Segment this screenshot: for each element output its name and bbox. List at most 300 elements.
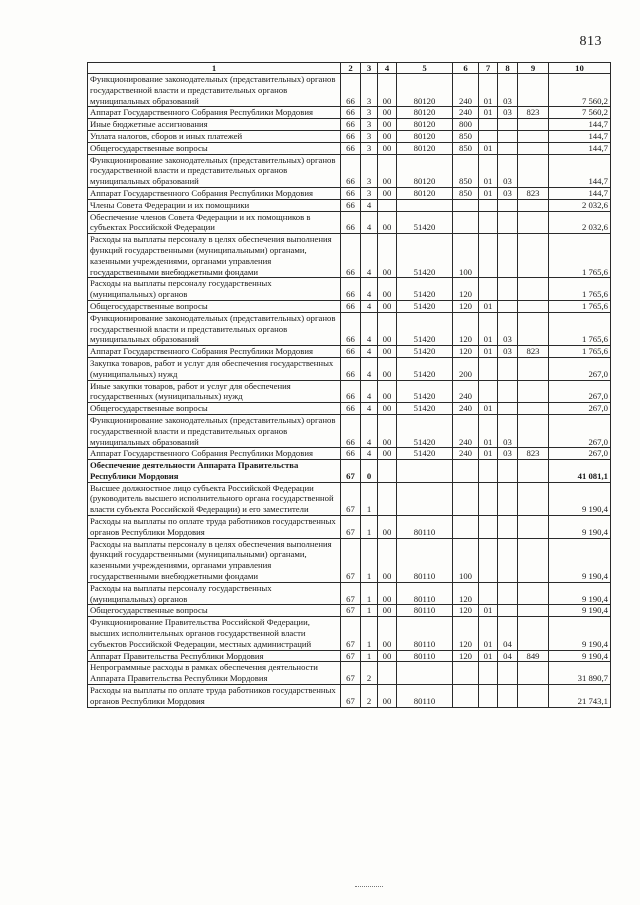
table-header [88,63,611,74]
table-row [88,107,611,119]
code-col-3-cell: 1 [361,605,378,617]
item-name-cell: Закупка товаров, работ и услуг для обеспечения государственных (муниципальных) нужд [88,357,341,380]
code-col-4-cell [378,662,397,685]
table-row [88,448,611,460]
code-col-3-cell: 4 [361,346,378,358]
code-col-6-cell: 120 [453,650,479,662]
code-col-7-cell: 01 [479,605,498,617]
code-col-5-cell: 51420 [397,346,453,358]
table-row [88,119,611,131]
table-row [88,357,611,380]
code-col-4-cell: 00 [378,107,397,119]
code-col-9-cell [518,482,549,515]
code-col-8-cell: 03 [498,312,518,345]
code-col-8-cell [498,685,518,708]
amount-cell: 144,7 [549,187,611,199]
item-name-cell: Функционирование законодательных (представительных) органов государственной власти и представительных органов муниципальных образований [88,414,341,447]
code-col-5-cell: 51420 [397,278,453,301]
code-col-8-cell [498,300,518,312]
code-col-9-cell [518,685,549,708]
code-col-9-cell [518,130,549,142]
item-name-cell: Члены Совета Федерации и их помощники [88,199,341,211]
code-col-5-cell: 80110 [397,605,453,617]
code-col-8-cell [498,119,518,131]
code-col-8-cell: 04 [498,650,518,662]
code-col-9-cell [518,312,549,345]
code-col-8-cell [498,516,518,539]
code-col-9-cell [518,119,549,131]
code-col-7-cell [479,460,498,483]
item-name-cell: Расходы на выплаты по оплате труда работников государственных органов Республики Мордовия [88,685,341,708]
amount-cell: 21 743,1 [549,685,611,708]
amount-cell: 1 765,6 [549,234,611,278]
amount-cell: 144,7 [549,142,611,154]
table-row [88,605,611,617]
table-row [88,460,611,483]
code-col-4-cell: 00 [378,448,397,460]
code-col-9-cell [518,516,549,539]
code-col-6-cell [453,199,479,211]
code-col-8-cell: 03 [498,154,518,187]
code-col-6-cell: 120 [453,278,479,301]
code-col-6-cell: 200 [453,357,479,380]
code-col-6-cell: 120 [453,346,479,358]
item-name-cell: Функционирование законодательных (представительных) органов государственной власти и представительных органов муниципальных образований [88,154,341,187]
item-name-cell: Общегосударственные вопросы [88,142,341,154]
item-name-cell: Функционирование законодательных (представительных) органов государственной власти и представительных органов муниципальных образований [88,74,341,107]
header-cell: 4 [378,63,397,74]
code-col-9-cell: 823 [518,448,549,460]
code-col-8-cell [498,142,518,154]
code-col-5-cell: 80120 [397,107,453,119]
table-row [88,199,611,211]
table-row [88,582,611,605]
item-name-cell: Функционирование Правительства Российской Федерации, высших исполнительных органов государственной власти субъектов Российской Федерации, местных администраций [88,617,341,650]
code-col-8-cell [498,130,518,142]
code-col-2-cell: 66 [341,448,361,460]
amount-cell: 267,0 [549,448,611,460]
table-row [88,300,611,312]
code-col-7-cell [479,482,498,515]
code-col-4-cell: 00 [378,300,397,312]
code-col-2-cell: 66 [341,312,361,345]
table-row [88,650,611,662]
code-col-7-cell: 01 [479,414,498,447]
code-col-7-cell [479,278,498,301]
code-col-9-cell [518,154,549,187]
table-row [88,403,611,415]
code-col-7-cell: 01 [479,312,498,345]
code-col-4-cell: 00 [378,187,397,199]
budget-table [87,62,611,708]
amount-cell: 9 190,4 [549,650,611,662]
code-col-2-cell: 66 [341,414,361,447]
code-col-8-cell [498,582,518,605]
amount-cell: 1 765,6 [549,278,611,301]
code-col-4-cell: 00 [378,605,397,617]
code-col-7-cell: 01 [479,448,498,460]
code-col-2-cell: 66 [341,199,361,211]
table-row [88,617,611,650]
code-col-8-cell: 03 [498,187,518,199]
item-name-cell: Расходы на выплаты персоналу в целях обеспечения выполнения функций государственными (муниципальными) органами, казенными учреждениями, органами управления государственными внебюджетными фондами [88,538,341,582]
code-col-2-cell: 66 [341,300,361,312]
code-col-3-cell: 3 [361,74,378,107]
code-col-6-cell: 120 [453,300,479,312]
code-col-5-cell: 51420 [397,234,453,278]
table-row [88,482,611,515]
code-col-3-cell: 1 [361,516,378,539]
code-col-7-cell [479,199,498,211]
item-name-cell: Аппарат Правительства Республики Мордовия [88,650,341,662]
code-col-6-cell [453,685,479,708]
code-col-3-cell: 4 [361,234,378,278]
code-col-2-cell: 66 [341,357,361,380]
code-col-5-cell: 80120 [397,130,453,142]
code-col-6-cell: 100 [453,234,479,278]
code-col-6-cell: 240 [453,107,479,119]
code-col-4-cell: 00 [378,234,397,278]
code-col-6-cell: 240 [453,448,479,460]
code-col-3-cell: 1 [361,538,378,582]
code-col-9-cell: 849 [518,650,549,662]
code-col-3-cell: 3 [361,142,378,154]
table-row [88,187,611,199]
table-row [88,516,611,539]
code-col-9-cell [518,582,549,605]
code-col-6-cell: 120 [453,312,479,345]
item-name-cell: Аппарат Государственного Собрания Республики Мордовия [88,187,341,199]
code-col-5-cell: 80110 [397,516,453,539]
code-col-3-cell: 4 [361,199,378,211]
header-cell: 7 [479,63,498,74]
code-col-5-cell: 51420 [397,211,453,234]
item-name-cell: Функционирование законодательных (представительных) органов государственной власти и представительных органов муниципальных образований [88,312,341,345]
code-col-5-cell: 51420 [397,380,453,403]
amount-cell: 267,0 [549,414,611,447]
code-col-2-cell: 67 [341,605,361,617]
table-row [88,662,611,685]
code-col-5-cell: 51420 [397,414,453,447]
code-col-3-cell: 4 [361,414,378,447]
code-col-3-cell: 3 [361,187,378,199]
code-col-6-cell: 240 [453,414,479,447]
code-col-3-cell: 1 [361,650,378,662]
code-col-8-cell: 04 [498,617,518,650]
code-col-6-cell: 120 [453,617,479,650]
code-col-3-cell: 4 [361,403,378,415]
amount-cell: 9 190,4 [549,482,611,515]
item-name-cell: Общегосударственные вопросы [88,403,341,415]
amount-cell: 144,7 [549,154,611,187]
code-col-4-cell: 00 [378,617,397,650]
code-col-6-cell: 240 [453,380,479,403]
code-col-2-cell: 67 [341,516,361,539]
code-col-5-cell: 80120 [397,187,453,199]
table-body [88,74,611,708]
code-col-4-cell: 00 [378,346,397,358]
amount-cell: 9 190,4 [549,605,611,617]
code-col-7-cell: 01 [479,617,498,650]
item-name-cell: Аппарат Государственного Собрания Республики Мордовия [88,346,341,358]
table-row [88,130,611,142]
code-col-4-cell: 00 [378,154,397,187]
code-col-6-cell [453,211,479,234]
code-col-2-cell: 66 [341,346,361,358]
amount-cell: 144,7 [549,130,611,142]
code-col-3-cell: 2 [361,685,378,708]
code-col-9-cell [518,414,549,447]
table-row [88,278,611,301]
code-col-7-cell: 01 [479,142,498,154]
code-col-6-cell: 850 [453,154,479,187]
code-col-7-cell [479,538,498,582]
amount-cell: 267,0 [549,380,611,403]
table-row [88,312,611,345]
code-col-9-cell [518,403,549,415]
code-col-8-cell [498,199,518,211]
code-col-7-cell [479,234,498,278]
code-col-2-cell: 66 [341,74,361,107]
item-name-cell: Обеспечение деятельности Аппарата Правительства Республики Мордовия [88,460,341,483]
code-col-7-cell: 01 [479,650,498,662]
item-name-cell: Аппарат Государственного Собрания Республики Мордовия [88,448,341,460]
amount-cell: 144,7 [549,119,611,131]
code-col-4-cell: 00 [378,685,397,708]
header-cell: 6 [453,63,479,74]
amount-cell: 9 190,4 [549,516,611,539]
code-col-4-cell: 00 [378,414,397,447]
header-cell: 8 [498,63,518,74]
item-name-cell: Общегосударственные вопросы [88,605,341,617]
code-col-8-cell: 03 [498,107,518,119]
code-col-9-cell: 823 [518,346,549,358]
code-col-4-cell: 00 [378,130,397,142]
table-row [88,154,611,187]
code-col-9-cell [518,234,549,278]
header-row [88,63,611,74]
code-col-7-cell [479,211,498,234]
code-col-7-cell [479,662,498,685]
amount-cell: 9 190,4 [549,538,611,582]
code-col-9-cell [518,538,549,582]
code-col-5-cell: 80110 [397,650,453,662]
code-col-4-cell: 00 [378,650,397,662]
code-col-4-cell: 00 [378,142,397,154]
code-col-7-cell [479,380,498,403]
amount-cell: 31 890,7 [549,662,611,685]
code-col-8-cell [498,403,518,415]
code-col-6-cell [453,662,479,685]
code-col-8-cell [498,538,518,582]
code-col-8-cell [498,605,518,617]
code-col-4-cell: 00 [378,357,397,380]
code-col-8-cell [498,380,518,403]
code-col-6-cell: 120 [453,605,479,617]
code-col-5-cell: 80120 [397,119,453,131]
code-col-3-cell: 1 [361,482,378,515]
code-col-3-cell: 3 [361,107,378,119]
code-col-9-cell [518,74,549,107]
code-col-2-cell: 67 [341,650,361,662]
code-col-7-cell [479,685,498,708]
code-col-3-cell: 4 [361,380,378,403]
code-col-7-cell: 01 [479,300,498,312]
table-row [88,234,611,278]
code-col-2-cell: 67 [341,662,361,685]
amount-cell: 2 032,6 [549,199,611,211]
page-number: 813 [579,34,602,49]
code-col-5-cell [397,460,453,483]
code-col-8-cell [498,482,518,515]
code-col-5-cell: 80110 [397,582,453,605]
margin-mark [355,886,383,889]
code-col-5-cell: 51420 [397,312,453,345]
code-col-4-cell [378,199,397,211]
code-col-8-cell [498,357,518,380]
code-col-2-cell: 66 [341,380,361,403]
code-col-2-cell: 66 [341,278,361,301]
code-col-6-cell: 240 [453,74,479,107]
amount-cell: 41 081,1 [549,460,611,483]
code-col-4-cell: 00 [378,119,397,131]
amount-cell: 267,0 [549,357,611,380]
code-col-3-cell: 4 [361,357,378,380]
header-cell: 9 [518,63,549,74]
code-col-7-cell: 01 [479,187,498,199]
code-col-2-cell: 67 [341,685,361,708]
code-col-6-cell [453,482,479,515]
code-col-6-cell: 800 [453,119,479,131]
code-col-8-cell: 03 [498,346,518,358]
code-col-4-cell [378,482,397,515]
code-col-9-cell [518,380,549,403]
code-col-4-cell: 00 [378,211,397,234]
code-col-4-cell [378,460,397,483]
code-col-7-cell [479,582,498,605]
amount-cell: 267,0 [549,403,611,415]
amount-cell: 2 032,6 [549,211,611,234]
item-name-cell: Иные закупки товаров, работ и услуг для обеспечения государственных (муниципальных) нужд [88,380,341,403]
code-col-2-cell: 66 [341,142,361,154]
code-col-3-cell: 4 [361,312,378,345]
header-cell: 2 [341,63,361,74]
code-col-9-cell [518,605,549,617]
table-row [88,74,611,107]
code-col-9-cell [518,662,549,685]
code-col-8-cell [498,460,518,483]
code-col-4-cell: 00 [378,380,397,403]
code-col-7-cell: 01 [479,107,498,119]
amount-cell: 1 765,6 [549,300,611,312]
code-col-5-cell [397,662,453,685]
code-col-7-cell [479,119,498,131]
code-col-9-cell [518,357,549,380]
header-cell: 1 [88,63,341,74]
item-name-cell: Расходы на выплаты по оплате труда работников государственных органов Республики Мордовия [88,516,341,539]
amount-cell: 1 765,6 [549,346,611,358]
code-col-6-cell: 120 [453,582,479,605]
code-col-4-cell: 00 [378,74,397,107]
item-name-cell: Расходы на выплаты персоналу в целях обеспечения выполнения функций государственными (муниципальными) органами, казенными учреждениями, органами управления государственными внебюджетными фондами [88,234,341,278]
amount-cell: 1 765,6 [549,312,611,345]
code-col-9-cell [518,278,549,301]
code-col-4-cell: 00 [378,538,397,582]
code-col-2-cell: 67 [341,538,361,582]
amount-cell: 9 190,4 [549,582,611,605]
code-col-7-cell [479,357,498,380]
item-name-cell: Расходы на выплаты персоналу государственных (муниципальных) органов [88,582,341,605]
code-col-4-cell: 00 [378,582,397,605]
code-col-9-cell [518,617,549,650]
header-cell: 3 [361,63,378,74]
item-name-cell: Иные бюджетные ассигнования [88,119,341,131]
code-col-4-cell: 00 [378,278,397,301]
code-col-6-cell: 240 [453,403,479,415]
code-col-3-cell: 4 [361,448,378,460]
code-col-5-cell: 80120 [397,154,453,187]
code-col-5-cell: 51420 [397,403,453,415]
code-col-6-cell [453,460,479,483]
code-col-7-cell [479,130,498,142]
code-col-2-cell: 67 [341,582,361,605]
code-col-3-cell: 2 [361,662,378,685]
code-col-6-cell [453,516,479,539]
table-row [88,538,611,582]
amount-cell: 9 190,4 [549,617,611,650]
code-col-9-cell: 823 [518,107,549,119]
code-col-9-cell: 823 [518,187,549,199]
item-name-cell: Обеспечение членов Совета Федерации и их помощников в субъектах Российской Федерации [88,211,341,234]
code-col-3-cell: 4 [361,211,378,234]
code-col-7-cell: 01 [479,74,498,107]
code-col-4-cell: 00 [378,312,397,345]
item-name-cell: Общегосударственные вопросы [88,300,341,312]
item-name-cell: Непрограммные расходы в рамках обеспечения деятельности Аппарата Правительства Республики Мордовия [88,662,341,685]
item-name-cell: Аппарат Государственного Собрания Республики Мордовия [88,107,341,119]
item-name-cell: Высшее должностное лицо субъекта Российской Федерации (руководитель высшего исполнительного органа государственной власти субъекта Российской Федерации) и его заместители [88,482,341,515]
code-col-3-cell: 3 [361,154,378,187]
header-cell: 10 [549,63,611,74]
code-col-5-cell: 80110 [397,685,453,708]
code-col-7-cell: 01 [479,154,498,187]
code-col-4-cell: 00 [378,403,397,415]
code-col-9-cell [518,199,549,211]
code-col-3-cell: 1 [361,617,378,650]
code-col-5-cell [397,482,453,515]
code-col-2-cell: 66 [341,154,361,187]
table-row [88,142,611,154]
table-row [88,211,611,234]
code-col-5-cell [397,199,453,211]
code-col-3-cell: 3 [361,119,378,131]
code-col-3-cell: 4 [361,300,378,312]
table-row [88,414,611,447]
code-col-6-cell: 100 [453,538,479,582]
code-col-5-cell: 80110 [397,538,453,582]
code-col-2-cell: 67 [341,482,361,515]
code-col-2-cell: 66 [341,234,361,278]
code-col-5-cell: 51420 [397,357,453,380]
code-col-2-cell: 67 [341,617,361,650]
code-col-9-cell [518,142,549,154]
code-col-9-cell [518,300,549,312]
code-col-4-cell: 00 [378,516,397,539]
code-col-2-cell: 66 [341,130,361,142]
code-col-3-cell: 3 [361,130,378,142]
code-col-2-cell: 66 [341,107,361,119]
code-col-8-cell [498,662,518,685]
